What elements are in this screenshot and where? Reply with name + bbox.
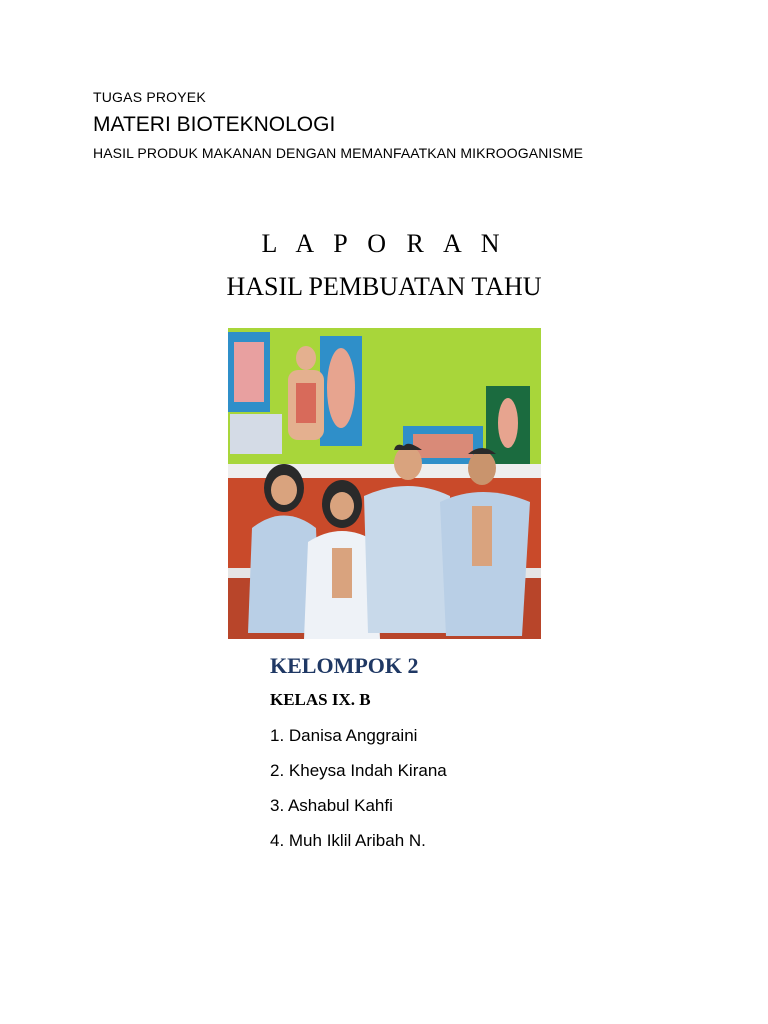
- document-kicker: TUGAS PROYEK: [93, 89, 206, 105]
- member-item: 1. Danisa Anggraini: [270, 726, 418, 745]
- report-subtitle: HASIL PEMBUATAN TAHU: [226, 272, 542, 301]
- member-item: 4. Muh Iklil Aribah N.: [270, 831, 426, 850]
- member-item: 3. Ashabul Kahfi: [270, 796, 393, 815]
- group-photo: [228, 328, 541, 639]
- member-item: 2. Kheysa Indah Kirana: [270, 761, 447, 780]
- class-label: KELAS IX. B: [270, 690, 371, 709]
- document-subject: MATERI BIOTEKNOLOGI: [93, 113, 336, 136]
- report-title: L A P O R A N: [261, 229, 507, 258]
- group-heading: KELOMPOK 2: [270, 653, 419, 678]
- group-photo-illustration: [228, 328, 541, 639]
- document-topic: HASIL PRODUK MAKANAN DENGAN MEMANFAATKAN MIKROOGANISME: [93, 145, 584, 161]
